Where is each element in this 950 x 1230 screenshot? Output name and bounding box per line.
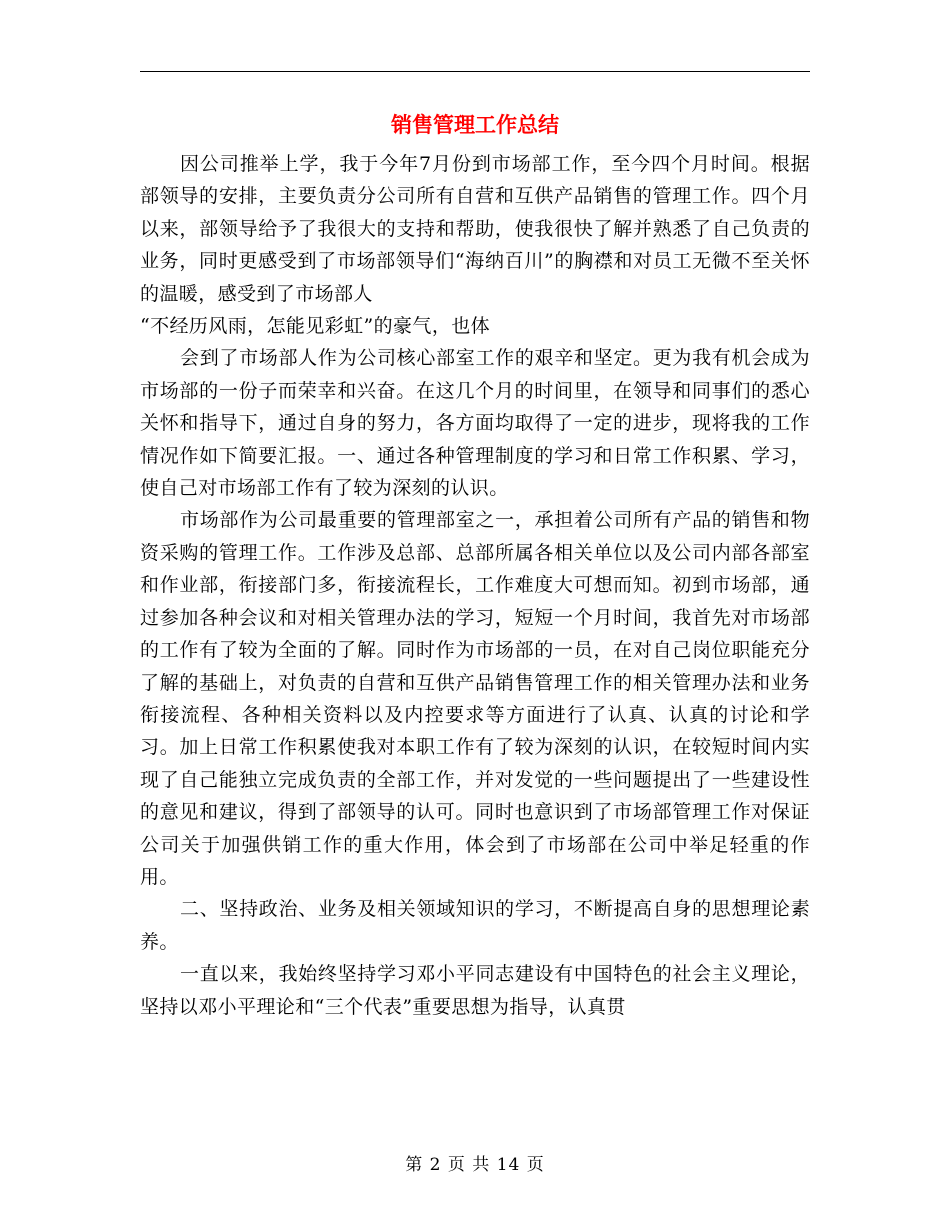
document-title: 销售管理工作总结: [391, 113, 559, 137]
paragraph-market-department: 市场部作为公司最重要的管理部室之一，承担着公司所有产品的销售和物资采购的管理工作。工作涉及总部、总部所属各相关单位以及公司内部各部室和作业部，衔接部门多，衔接流程长，工作难度大可想而知。初到市场部，通过参加各种会议和对相关管理办法的学习，短短一个月时间，我首先对市场部的工作有了较为全面的了解。同时作为市场部的一员，在对自己岗位职能充分了解的基础上，对负责的自营和互供产品销售管理工作的相关管理办法和业务衔接流程、各种相关资料以及内控要求等方面进行了认真、认真的讨论和学习。加上日常工作积累使我对本职工作有了较为深刻的认识，在较短时间内实现了自己能独立完成负责的全部工作，并对发觉的一些问题提出了一些建设性的意见和建议，得到了部领导的认可。同时也意识到了市场部管理工作对保证公司关于加强供销工作的重大作用，体会到了市场部在公司中举足轻重的作用。: [140, 509, 810, 888]
paragraph-quote-line: “不经历风雨，怎能见彩虹”的豪气，也体: [140, 315, 491, 338]
paragraph-progress: 会到了市场部人作为公司核心部室工作的艰辛和坚定。更为我有机会成为市场部的一份子而荣幸和兴奋。在这几个月的时间里，在领导和同事们的悉心关怀和指导下，通过自身的努力，各方面均取得了一定的进步，现将我的工作情况作如下简要汇报。一、通过各种管理制度的学习和日常工作积累、学习，使自己对市场部工作有了较为深刻的认识。: [140, 347, 810, 500]
paragraph-section-two-heading: 二、坚持政治、业务及相关领域知识的学习，不断提高自身的思想理论素养。: [140, 898, 810, 953]
page-number-footer: 第 2 页 共 14 页: [405, 1155, 545, 1175]
paragraph-intro: 因公司推举上学，我于今年7月份到市场部工作，至今四个月时间。根据部领导的安排，主要负责分公司所有自营和互供产品销售的管理工作。四个月以来，部领导给予了我很大的支持和帮助，使我很快了解并熟悉了自己负责的业务，同时更感受到了市场部领导们“海纳百川”的胸襟和对员工无微不至关怀的温暖，感受到了市场部人: [140, 153, 810, 305]
header-rule: [140, 71, 810, 72]
document-body: [140, 148, 810, 1023]
paragraph-theory-study: 一直以来，我始终坚持学习邓小平同志建设有中国特色的社会主义理论，坚持以邓小平理论和“三个代表”重要思想为指导，认真贯: [140, 963, 810, 1018]
